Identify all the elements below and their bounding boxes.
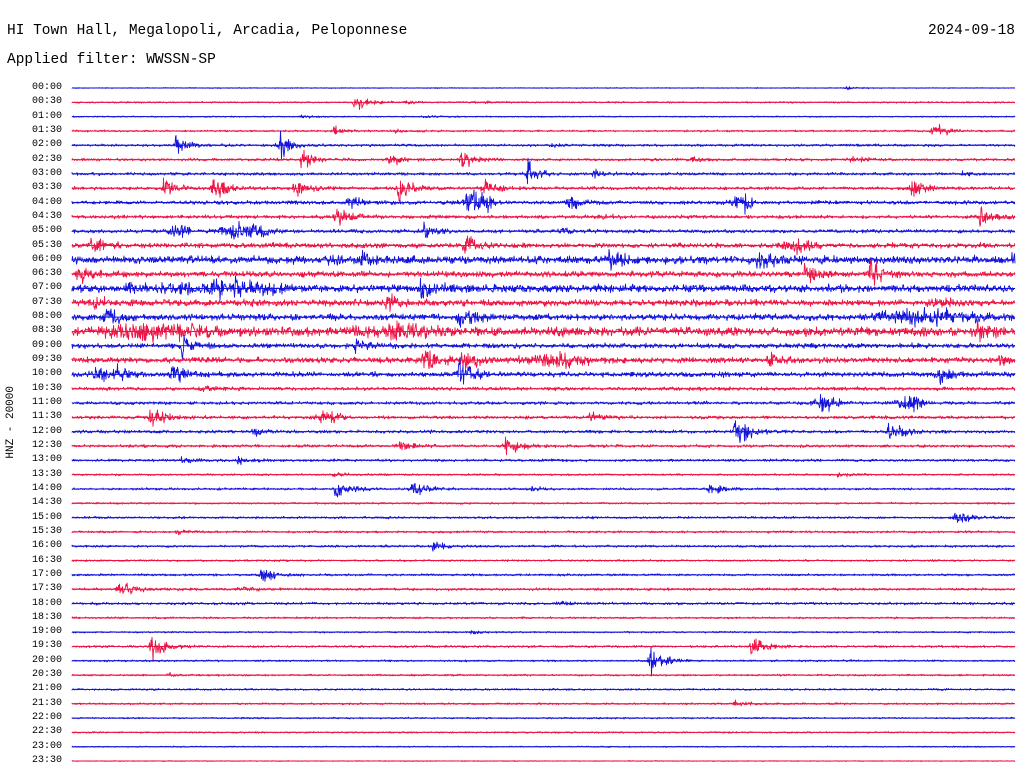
time-label: 09:00 [31, 339, 62, 351]
trace-14-00 [72, 483, 1015, 497]
time-label: 08:30 [31, 325, 62, 337]
time-label: 22:00 [31, 712, 62, 724]
trace-16-00 [72, 542, 1015, 551]
time-label: 09:30 [31, 354, 62, 366]
trace-20-00 [72, 647, 1015, 675]
trace-21-30 [72, 700, 1015, 706]
trace-12-30 [72, 437, 1015, 455]
time-label: 07:00 [31, 282, 62, 294]
time-label: 19:00 [31, 626, 62, 638]
time-label: 06:30 [31, 268, 62, 280]
time-label: 21:30 [31, 697, 62, 709]
time-label: 22:30 [31, 726, 62, 738]
time-label: 04:00 [31, 196, 62, 208]
time-label: 11:00 [31, 397, 62, 409]
trace-16-30 [72, 559, 1015, 561]
time-label: 23:00 [31, 740, 62, 752]
time-label: 16:00 [31, 540, 62, 552]
filter-label: Applied filter: WWSSN-SP [7, 52, 216, 68]
time-label: 02:00 [31, 139, 62, 151]
time-label: 14:00 [31, 482, 62, 494]
time-label: 20:00 [31, 654, 62, 666]
trace-02-30 [72, 150, 1015, 168]
time-label: 19:30 [31, 640, 62, 652]
time-label: 10:30 [31, 382, 62, 394]
trace-01-30 [72, 124, 1015, 135]
trace-11-00 [72, 394, 1015, 412]
time-label: 01:00 [31, 110, 62, 122]
trace-02-00 [72, 131, 1015, 159]
time-label: 16:30 [31, 554, 62, 566]
time-label: 18:00 [31, 597, 62, 609]
time-label: 00:00 [31, 82, 62, 93]
time-label: 00:30 [31, 96, 62, 108]
trace-07-00 [72, 276, 1015, 300]
trace-03-30 [72, 178, 1015, 201]
trace-01-00 [72, 115, 1015, 118]
trace-19-30 [72, 637, 1015, 661]
trace-12-00 [72, 421, 1015, 443]
trace-00-30 [72, 99, 1015, 110]
time-label: 06:00 [31, 253, 62, 265]
trace-04-00 [72, 190, 1015, 215]
time-label: 11:30 [31, 411, 62, 423]
trace-22-00 [72, 717, 1015, 719]
time-label: 08:00 [31, 311, 62, 323]
trace-17-30 [72, 583, 1015, 594]
time-label: 20:30 [31, 669, 62, 681]
record-date: 2024-09-18 [927, 23, 1015, 39]
time-label: 02:30 [31, 153, 62, 165]
time-label: 03:30 [31, 182, 62, 194]
time-label: 13:30 [31, 468, 62, 480]
time-label: 10:00 [31, 368, 62, 380]
trace-21-00 [72, 688, 1015, 690]
trace-00-00 [72, 87, 1015, 90]
trace-17-00 [72, 570, 1015, 581]
time-label: 23:30 [31, 755, 62, 767]
trace-22-30 [72, 732, 1015, 734]
time-label: 21:00 [31, 683, 62, 695]
trace-23-00 [72, 746, 1015, 748]
trace-19-00 [72, 631, 1015, 634]
time-label: 18:30 [31, 611, 62, 623]
trace-13-00 [72, 456, 1015, 464]
time-label: 04:30 [31, 210, 62, 222]
time-label: 12:00 [31, 425, 62, 437]
time-label: 01:30 [31, 124, 62, 136]
trace-09-30 [72, 351, 1015, 369]
time-label: 15:30 [31, 525, 62, 537]
time-labels [0, 0, 62, 780]
trace-18-30 [72, 617, 1015, 619]
time-label: 15:00 [31, 511, 62, 523]
trace-05-00 [72, 221, 1015, 239]
trace-14-30 [72, 502, 1015, 504]
time-label: 14:30 [31, 497, 62, 509]
trace-03-00 [72, 158, 1015, 184]
time-label: 12:30 [31, 440, 62, 451]
time-label: 07:30 [31, 296, 62, 308]
time-label: 17:30 [31, 583, 62, 595]
time-label: 03:00 [31, 167, 62, 179]
time-label: 13:00 [31, 454, 62, 466]
time-label: 17:00 [31, 568, 62, 580]
trace-20-30 [72, 672, 1015, 676]
time-label: 05:00 [31, 225, 62, 237]
trace-09-00 [72, 335, 1015, 359]
time-label: 05:30 [31, 239, 62, 251]
trace-15-30 [72, 530, 1015, 535]
trace-15-00 [72, 513, 1015, 522]
trace-13-30 [72, 473, 1015, 478]
station-title: HI Town Hall, Megalopoli, Arcadia, Peloponnese [7, 23, 408, 39]
trace-11-30 [72, 410, 1015, 426]
y-axis-label: HNZ - 20000 [5, 386, 17, 459]
